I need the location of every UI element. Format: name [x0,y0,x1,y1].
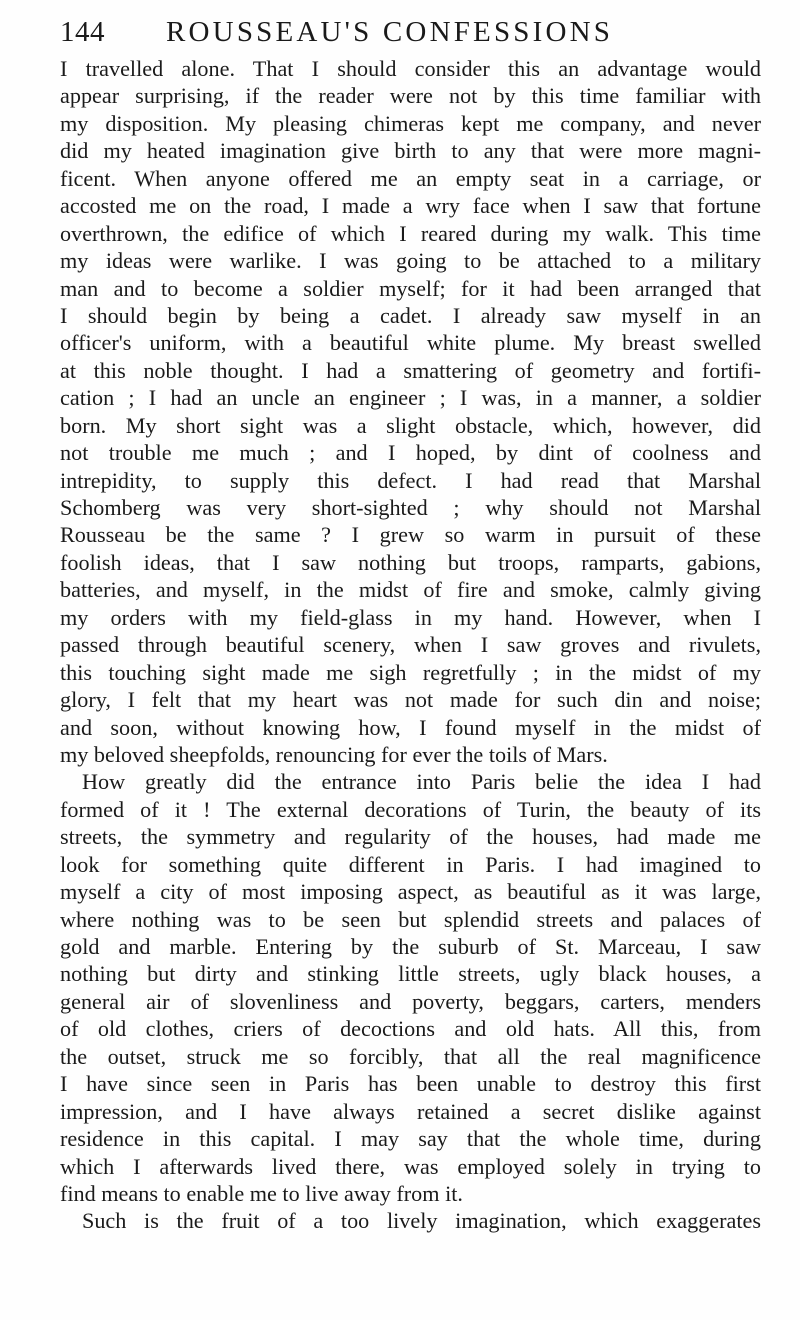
text-line: passed through beautiful scenery, when I saw groves and rivulets, [60,632,761,658]
text-line: my ideas were warlike. I was going to be attached to a military [60,248,761,274]
text-line: accosted me on the road, I made a wry face when I saw that fortune [60,193,761,219]
text-line: Such is the fruit of a too lively imagination, which exaggerates [82,1208,761,1234]
text-line: at this noble thought. I had a smattering of geometry and fortifi- [60,357,761,383]
text-line: impression, and I have always retained a secret dislike against [60,1098,761,1124]
text-line: not trouble me much ; and I hoped, by dint of coolness and [60,440,761,466]
text-line: look for something quite different in Paris. I had imagined to [60,851,761,877]
text-line: general air of slovenliness and poverty, beggars, carters, menders [60,988,761,1014]
text-line: cation ; I had an uncle an engineer ; I was, in a manner, a soldier [60,385,761,411]
text-line: residence in this capital. I may say that the whole time, during [60,1126,761,1152]
text-line: I travelled alone. That I should consider this an advantage would [60,56,761,81]
text-line: this touching sight made me sigh regretfully ; in the midst of my [60,659,761,685]
text-line: where nothing was to be seen but splendid streets and palaces of [60,906,761,932]
text-line: gold and marble. Entering by the suburb of St. Marceau, I saw [60,934,761,959]
text-line: my disposition. My pleasing chimeras kept me company, and never [60,110,761,136]
text-line: myself a city of most imposing aspect, as beautiful as it was large, [60,879,761,905]
page-header [60,8,761,54]
text-line: nothing but dirty and stinking little streets, ugly black houses, a [60,961,761,987]
text-line: officer's uniform, with a beautiful white plume. My breast swelled [60,330,761,356]
text-line: the outset, struck me so forcibly, that all the real magnificence [60,1043,761,1069]
text-line: my beloved sheepfolds, renouncing for ever the toils of Mars. [60,741,608,767]
running-head: ROUSSEAU'S CONFESSIONS [166,16,614,48]
text-line: How greatly did the entrance into Paris belie the idea I had [82,769,761,795]
text-line: did my heated imagination give birth to any that were more magni- [60,138,761,164]
text-line: I have since seen in Paris has been unable to destroy this first [60,1071,761,1097]
text-line: overthrown, the edifice of which I reared during my walk. This time [60,220,761,246]
text-line: man and to become a soldier myself; for it had been arranged that [60,275,761,301]
page-number: 144 [60,16,105,48]
text-line: my orders with my field-glass in my hand. However, when I [60,604,761,630]
text-line: which I afterwards lived there, was employed solely in trying to [60,1153,761,1179]
text-line: Rousseau be the same ? I grew so warm in pursuit of these [60,522,761,548]
text-line: streets, the symmetry and regularity of the houses, had made me [60,824,761,850]
text-line: and soon, without knowing how, I found myself in the midst of [60,714,761,740]
text-line: ficent. When anyone offered me an empty seat in a carriage, or [60,165,761,191]
text-line: find means to enable me to live away from it. [60,1180,463,1206]
text-line: born. My short sight was a slight obstacle, which, however, did [60,412,761,438]
text-line: appear surprising, if the reader were not by this time familiar with [60,83,761,109]
text-line: Schomberg was very short-sighted ; why should not Marshal [60,495,761,520]
text-line: of old clothes, criers of decoctions and old hats. All this, from [60,1016,761,1042]
text-line: formed of it ! The external decorations of Turin, the beauty of its [60,796,761,822]
text-line: I should begin by being a cadet. I already saw myself in an [60,302,761,328]
text-line: foolish ideas, that I saw nothing but troops, ramparts, gabions, [60,549,761,575]
text-line: intrepidity, to supply this defect. I had read that Marshal [60,467,761,493]
text-line: glory, I felt that my heart was not made for such din and noise; [60,687,761,713]
body-text [60,55,761,1235]
text-line: batteries, and myself, in the midst of fire and smoke, calmly giving [60,577,761,603]
book-page [60,0,761,1320]
